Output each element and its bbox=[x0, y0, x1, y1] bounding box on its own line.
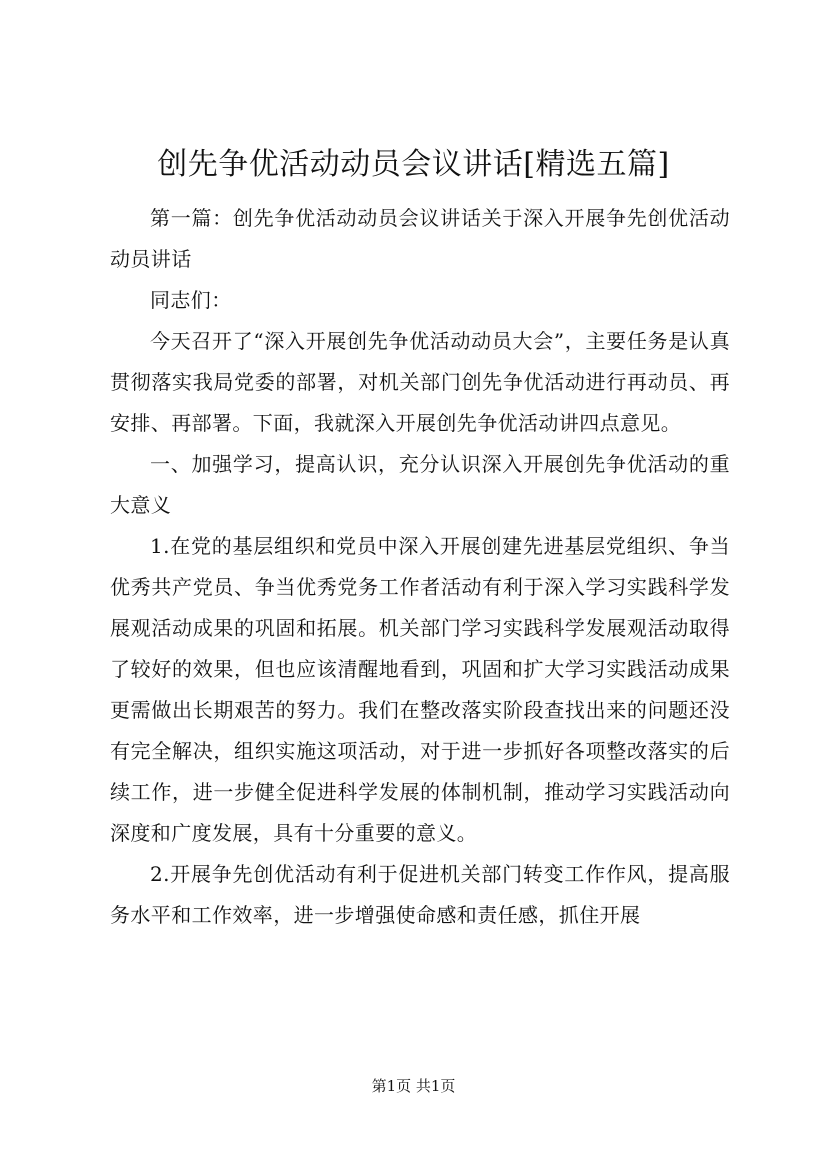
paragraph-point-one-heading: 一、加强学习，提高认识，充分认识深入开展创先争优活动的重大意义 bbox=[110, 452, 730, 517]
document-body bbox=[110, 198, 730, 936]
page-footer: 第1页 共1页 bbox=[371, 1077, 456, 1095]
paragraph-item-1: 1.在党的基层组织和党员中深入开展创建先进基层党组织、争当优秀共产党员、争当优秀党务工作者活动有利于深入学习实践科学发展观活动成果的巩固和拓展。机关部门学习实践科学发展观活动取得了较好的效果，但也应该清醒地看到，巩固和扩大学习实践活动成果更需做出长期艰苦的努力。我们在整改落实阶段查找出来的问题还没有完全解决，组织实施这项活动，对于进一步抓好各项整改落实的后续工作，进一步健全促进科学发展的体制机制，推动学习实践活动向深度和广度发展，具有十分重要的意义。 bbox=[110, 534, 730, 845]
paragraph-item-2: 2.开展争先创优活动有利于促进机关部门转变工作作风，提高服务水平和工作效率，进一步增强使命感和责任感，抓住开展 bbox=[110, 862, 730, 927]
paragraph-section-heading: 第一篇：创先争优活动动员会议讲话关于深入开展争先创优活动动员讲话 bbox=[110, 206, 730, 271]
paragraph-salutation: 同志们： bbox=[150, 288, 232, 312]
document-title: 创先争优活动动员会议讲话[精选五篇] bbox=[157, 147, 670, 182]
paragraph-intro: 今天召开了“深入开展创先争优活动动员大会”，主要任务是认真贯彻落实我局党委的部署，对机关部门创先争优活动进行再动员、再安排、再部署。下面，我就深入开展创先争优活动讲四点意见。 bbox=[110, 329, 730, 435]
